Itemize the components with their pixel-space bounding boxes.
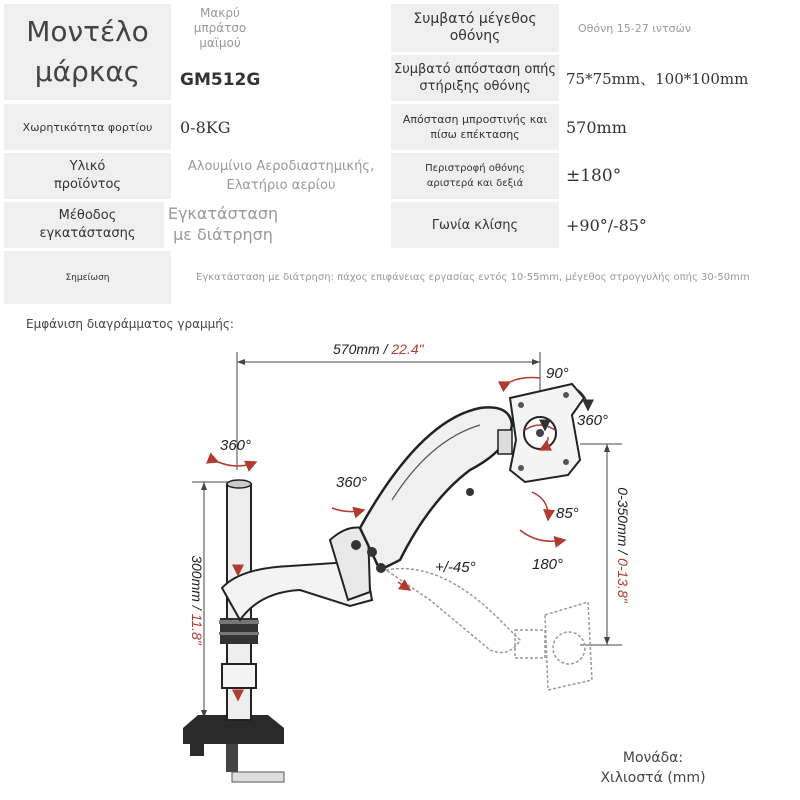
diagram-caption: Εμφάνιση διαγράμματος γραμμής: (26, 317, 234, 331)
notes-value: Εγκατάσταση με διάτρηση: πάχος επιφάνειας εργασίας εντός 10-55mm, μέγεθος στρογγυλής οπής 30-50mm (196, 251, 796, 304)
height-dim-sep: / (189, 605, 205, 610)
svg-text:0-350mm / 0-13.8" (615, 487, 631, 604)
load-label: Χωρητικότητα φορτίου (4, 104, 171, 150)
pole-rotation-label: 360° (220, 437, 252, 454)
height-dim-mm: 300mm (189, 555, 205, 602)
material-value: Αλουμίνιο Αεροδιαστημικής, Ελατήριο αερίου (176, 153, 386, 199)
desk-clamp (183, 715, 284, 782)
upper-arm (360, 407, 512, 573)
vertical-range-dimension (580, 444, 631, 645)
elbow-angle-label: +/-45° (435, 559, 476, 576)
width-dim-in: 22.4" (391, 341, 424, 357)
rotation-label: Περιστροφή οθόνης αριστερά και δεξιά (391, 153, 559, 199)
material-label: Υλικό προϊόντος (4, 153, 171, 199)
swivel-label: 180° (532, 556, 564, 573)
vesa-plate (498, 384, 584, 482)
vesa-rotation-label: 360° (577, 412, 609, 429)
extension-label: Απόσταση μπροστινής και πίσω επέκτασης (391, 104, 559, 150)
unit-note (598, 748, 708, 788)
monitor-arm-diagram (0, 330, 800, 800)
width-dim-sep: / (383, 341, 388, 357)
install-label: Μέθοδος εγκατάστασης (4, 202, 171, 248)
svg-text:300mm / 11.8" (189, 555, 205, 646)
lowered-position-outline (386, 569, 592, 690)
notes-label: Σημείωση (4, 251, 171, 304)
arm-rotation-label: 360° (336, 474, 368, 491)
tilt-label: Γωνία κλίσης (391, 202, 559, 248)
screen-size-value: Οθόνη 15-27 ιντσών (578, 4, 778, 52)
vrange-dim-mm: 0-350mm (615, 487, 631, 547)
vesa-value: 75*75mm、100*100mm (566, 55, 796, 101)
width-dim-mm: 570mm (333, 341, 380, 357)
screen-size-label: Συμβατό μέγεθος οθόνης (391, 4, 559, 52)
load-value: 0-8KG (180, 104, 380, 150)
arm-type-value: Μακρύ μπράτσο μαϊμού (180, 4, 260, 52)
model-value: GM512G (180, 60, 380, 100)
vrange-dim-sep: / (615, 550, 631, 555)
rotation-value: ±180° (566, 153, 766, 199)
extension-value: 570mm (566, 104, 766, 150)
height-dim-in: 11.8" (189, 613, 205, 645)
install-value: Εγκατάσταση με διάτρηση (164, 200, 282, 248)
vesa-label: Συμβατό απόσταση οπής στήριξης οθόνης (391, 55, 559, 101)
unit-label: Μονάδα: (622, 750, 684, 766)
tilt-value: +90°/-85° (566, 202, 766, 248)
model-label: Μοντέλο μάρκας (4, 4, 171, 100)
tilt-down-label: 85° (556, 505, 579, 522)
tilt-up-label: 90° (546, 365, 569, 382)
vrange-dim-in: 0-13.8" (615, 558, 631, 603)
unit-value: Χιλιοστά (mm) (600, 770, 706, 786)
svg-text:570mm / 22.4" (333, 341, 425, 357)
